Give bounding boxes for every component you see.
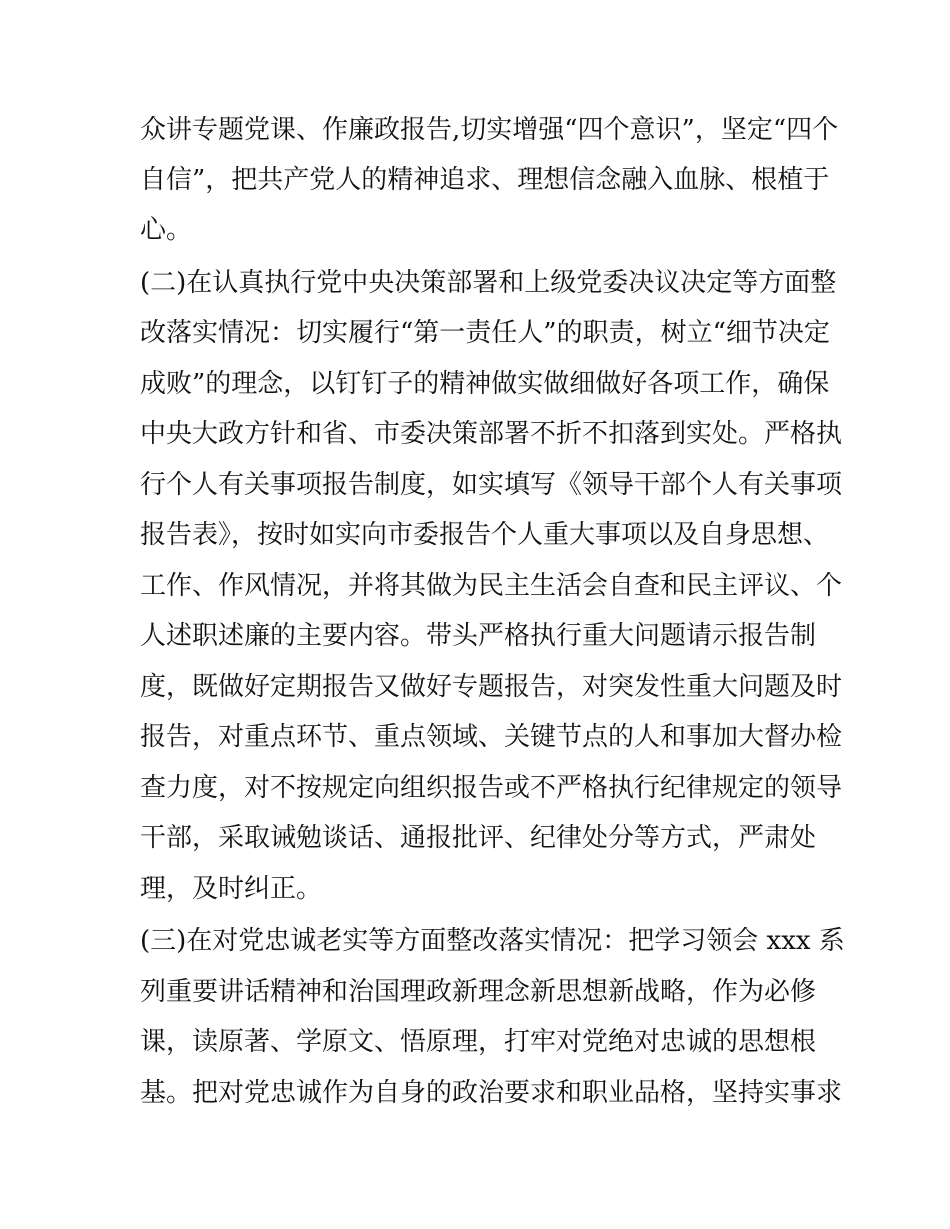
text-line: 报告，对重点环节、重点领域、关键节点的人和事加大督办检 <box>140 722 843 752</box>
text-line: 改落实情况：切实履行“第一责任人”的职责，树立“细节决定 <box>140 318 830 348</box>
text-line: 报告表》，按时如实向市委报告个人重大事项以及自身思想、 <box>140 520 830 550</box>
text-line: 度，既做好定期报告又做好专题报告，对突发性重大问题及时 <box>140 672 843 702</box>
text-line: (二)在认真执行党中央决策部署和上级党委决议决定等方面整 <box>140 268 837 298</box>
text-line: 中央大政方针和省、市委决策部署不折不扣落到实处。严格执 <box>140 419 843 449</box>
text-line: 自信”，把共产党人的精神追求、理想信念融入血脉、根植于 <box>140 165 830 195</box>
text-line: 课，读原著、学原文、悟原理，打牢对党绝对忠诚的思想根 <box>140 1027 817 1057</box>
text-line: 干部，采取诫勉谈话、通报批评、纪律处分等方式，严肃处 <box>140 823 817 853</box>
text-line: 成败”的理念，以钉钉子的精神做实做细做好各项工作，确保 <box>140 369 830 399</box>
text-line: 理，及时纠正。 <box>140 874 323 904</box>
text-line: 查力度，对不按规定向组织报告或不严格执行纪律规定的领导 <box>140 773 843 803</box>
text-line: (三)在对党忠诚老实等方面整改落实情况：把学习领会 xxx 系 <box>140 926 845 956</box>
text-line: 心。 <box>140 215 193 245</box>
text-line: 工作、作风情况，并将其做为民主生活会自查和民主评议、个 <box>140 571 843 601</box>
text-line: 众讲专题党课、作廉政报告,切实增强“四个意识”，坚定“四个 <box>140 115 839 145</box>
text-line: 基。把对党忠诚作为自身的政治要求和职业品格，坚持实事求 <box>140 1078 843 1108</box>
text-line: 行个人有关事项报告制度，如实填写《领导干部个人有关事项 <box>140 470 843 500</box>
text-line: 列重要讲话精神和治国理政新理念新思想新战略，作为必修 <box>140 977 817 1007</box>
text-line: 人述职述廉的主要内容。带头严格执行重大问题请示报告制 <box>140 621 817 651</box>
